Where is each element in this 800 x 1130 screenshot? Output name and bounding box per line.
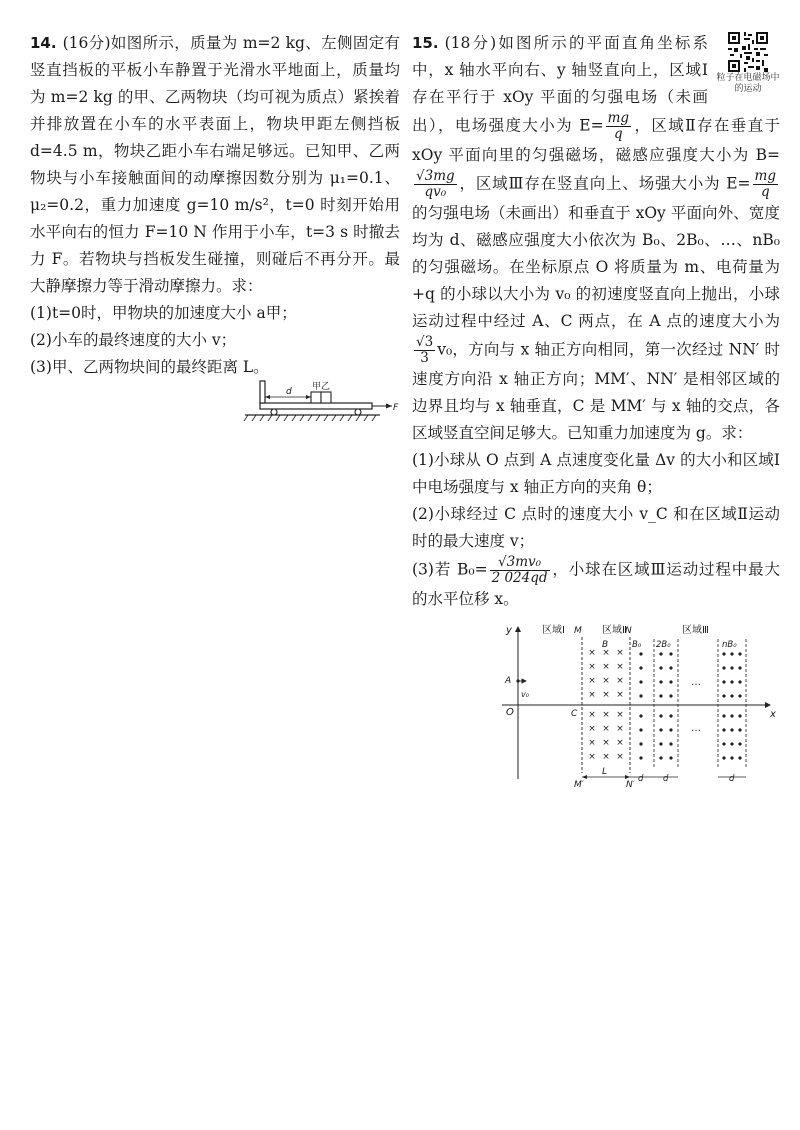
q14-sub1: (1)t=0时，甲物块的加速度大小 a甲； [30,304,297,322]
label-d1: d [638,774,644,784]
label-B: B [602,640,609,650]
label-Mp: M′ [574,780,584,790]
q15-stem-e: v₀，方向与 x 轴正方向相同，第一次经过 NN′ 时速度方向沿 x 轴正方向；MM′、NN′ 是相邻区域的边界且均与 x 轴垂直，C 是 MM′ 与 x 轴的交点，各区域竖直空间足够大。已知重力加速度为 g。求： [412,340,780,442]
strip-nB0-dots [722,652,741,759]
label-L: L [602,767,608,777]
svg-text:×: × [588,662,596,672]
q14-sub3: (3)甲、乙两物块间的最终距离 L。 [30,358,269,376]
q15-number: 15. [412,34,439,52]
svg-text:×: × [588,738,596,748]
q15-figure [490,621,780,791]
frac-vA: $\frac{√3}{3}$ [416,334,434,366]
svg-text:×: × [616,752,624,762]
svg-text:×: × [616,662,624,672]
label-region1: 区域Ⅰ [542,625,565,636]
svg-text:×: × [616,724,624,734]
q14-number: 14. [30,34,57,52]
label-x: x [770,709,776,720]
qr-code-icon [728,32,768,72]
frac-B0: $\frac{\text{√3mv₀}}{2 024qd}$ [491,554,548,586]
label-Np: N′ [626,780,635,790]
svg-text:×: × [602,662,610,672]
svg-text:×: × [602,690,610,700]
label-nB0: nB₀ [722,640,737,650]
label-d2: d [663,774,669,784]
label-v0: v₀ [521,690,529,699]
label-d: d [286,387,292,397]
svg-text:×: × [602,648,610,658]
svg-text:×: × [616,676,624,686]
label-jia-yi: 甲乙 [312,382,331,392]
svg-text:×: × [588,676,596,686]
q14-sub2: (2)小车的最终速度的大小 v； [30,331,237,349]
label-N: N [625,626,632,636]
svg-text:×: × [602,738,610,748]
label-C: C [571,709,578,719]
cart-wheel-left [271,409,277,415]
ellipsis-top: … [691,677,701,688]
svg-text:×: × [602,724,610,734]
label-A: A [505,676,512,686]
svg-text:×: × [602,676,610,686]
strip-2B0-dots [659,652,672,759]
svg-text:×: × [588,710,596,720]
q14-stem [30,30,400,300]
q14-figure [240,367,400,427]
q15-stem-d: 的匀强电场（未画出）和垂直于 xOy 平面向外、宽度均为 d、磁感应强度大小依次为 B₀、2B₀、…、nB₀ 的匀强磁场。在坐标原点 O 将质量为 m、电荷量为 +q 的小球以大小为 v₀ 的初速度竖直向上抛出，小球运动过程中经过 A、C 两点，在 A 点的速度大小为 [412,204,780,330]
label-d3: d [729,774,735,784]
qr-block [716,30,780,95]
q15-stem-a: (18分)如图所示的平面直角坐标系中，x 轴水平向右、y 轴竖直向上，区域Ⅰ存在平行于 xOy 平面的匀强电场（未画出），电场强度大小为 E= [412,34,708,135]
svg-text:×: × [588,690,596,700]
label-M: M [574,626,582,636]
label-F: F [393,403,399,413]
label-y: y [506,625,512,636]
block-yi [321,392,331,403]
question-15 [412,30,780,791]
frac-E1: $\frac{mg}{q}$ [607,110,630,142]
label-region2: 区域Ⅱ [602,625,627,636]
q15-sub1: (1)小球从 O 点到 A 点速度变化量 Δv 的大小和区域Ⅰ中电场强度与 x 轴正方向的夹角 θ； [412,451,780,496]
svg-text:×: × [588,752,596,762]
svg-text:×: × [602,710,610,720]
svg-text:×: × [602,752,610,762]
cart-baffle [260,381,265,403]
label-O: O [506,707,514,718]
svg-text:×: × [616,738,624,748]
cart-wheel-right [355,409,361,415]
svg-text:×: × [588,648,596,658]
svg-text:×: × [616,648,624,658]
strip-B0-dots [639,652,642,759]
block-jia [311,392,321,403]
q15-sub2: (2)小球经过 C 点时的速度大小 v_C 和在区域Ⅱ运动时的最大速度 v； [412,505,780,550]
label-B0: B₀ [632,640,642,650]
ellipsis-bottom: … [691,723,701,734]
cart-platform [260,403,372,409]
q14-stem-text: (16分)如图所示，质量为 m=2 kg、左侧固定有竖直挡板的平板小车静置于光滑水平地面上，质量均为 m=2 kg 的甲、乙两物块（均可视为质点）紧挨着并排放置在小车的水平表面上，物块甲距左侧挡板 d=4.5 m，物块乙距小车右端足够远。已知甲、乙两物块与小车接触面间的动摩擦因数分别为 μ₁=0.1、μ₂=0.2，重力加速度 g=10 m/s²，t=0 时刻开始用水平向右的恒力 F=10 N 作用于小车，t=3 s 时撤去力 F。若物块与挡板发生碰撞，则碰后不再分开。最大静摩擦力等于滑动摩擦力。求： [30,34,400,295]
question-14 [30,30,400,413]
svg-text:×: × [588,724,596,734]
q15-sub3: (3)若 B₀= $\frac{\text{√3mv₀}}{2 024qd}$ ，小球在区域Ⅲ运动过程中最大的水平位移 x。 [412,554,780,608]
qr-caption: 粒子在电磁场中的运动 [716,73,780,94]
svg-text:×: × [616,710,624,720]
q15-stem-c: ，区域Ⅲ存在竖直向上、场强大小为 E= [458,174,751,193]
label-region3: 区域Ⅲ [682,625,709,636]
frac-E3: $\frac{mg}{q}$ [754,168,776,200]
q15-stem-b: ，区域Ⅱ存在垂直于 xOy 平面向里的匀强磁场，磁感应强度大小为 B= [412,116,780,164]
label-2B0: 2B₀ [656,640,671,650]
frac-B: $\frac{√3mg}{\text{qv₀}}$ [416,168,455,200]
svg-text:×: × [616,690,624,700]
